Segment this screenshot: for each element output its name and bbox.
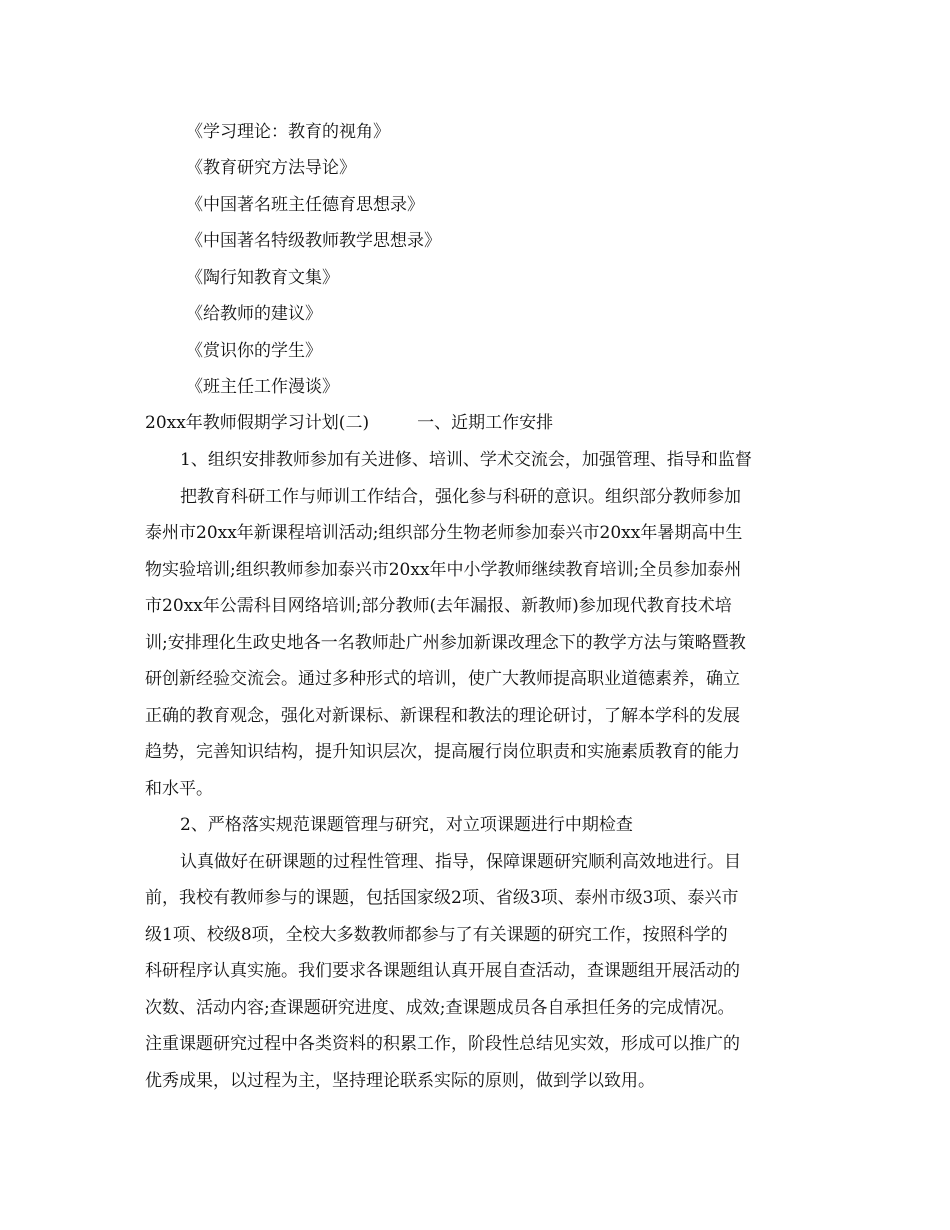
paragraph-line: 泰州市20xx年新课程培训活动;组织部分生物老师参加泰兴市20xx年暑期高中生 (145, 523, 743, 543)
paragraph-line: 注重课题研究过程中各类资料的积累工作，阶段性总结见实效，形成可以推广的 (145, 1034, 740, 1054)
paragraph-line: 市20xx年公需科目网络培训;部分教师(去年漏报、新教师)参加现代教育技术培 (145, 596, 732, 616)
book-title: 《陶行知教育文集》 (186, 268, 339, 288)
book-title: 《学习理论：教育的视角》 (186, 122, 390, 142)
paragraph-line: 物实验培训;组织教师参加泰兴市20xx年中小学教师继续教育培训;全员参加泰州 (145, 560, 742, 580)
book-title: 《中国著名班主任德育思想录》 (186, 195, 424, 215)
paragraph-line: 级1项、校级8项，全校大多数教师都参与了有关课题的研究工作，按照科学的 (145, 925, 728, 945)
paragraph-line: 科研程序认真实施。我们要求各课题组认真开展自查活动，查课题组开展活动的 (145, 961, 740, 981)
paragraph-line: 正确的教育观念，强化对新课标、新课程和教法的理论研讨，了解本学科的发展 (145, 706, 740, 726)
section-title: 20xx年教师假期学习计划(二) (145, 413, 370, 433)
paragraph-line: 训;安排理化生政史地各一名教师赴广州参加新课改理念下的教学方法与策略暨教 (145, 633, 746, 653)
paragraph-line: 优秀成果，以过程为主，坚持理论联系实际的原则，做到学以致用。 (145, 1071, 655, 1091)
paragraph-line: 研创新经验交流会。通过多种形式的培训，使广大教师提高职业道德素养，确立 (145, 669, 740, 689)
paragraph-line: 次数、活动内容;查课题研究进度、成效;查课题成员各自承担任务的完成情况。 (145, 998, 735, 1018)
paragraph-line: 和水平。 (145, 779, 213, 799)
section-heading (145, 411, 553, 435)
book-title: 《班主任工作漫谈》 (186, 377, 339, 397)
item2-heading: 2、严格落实规范课题管理与研究，对立项课题进行中期检查 (180, 815, 633, 835)
book-title: 《赏识你的学生》 (186, 341, 322, 361)
book-title: 《教育研究方法导论》 (186, 158, 356, 178)
book-title: 《中国著名特级教师教学思想录》 (186, 231, 441, 251)
book-title: 《给教师的建议》 (186, 304, 322, 324)
paragraph-line: 趋势，完善知识结构，提升知识层次，提高履行岗位职责和实施素质教育的能力 (145, 742, 740, 762)
paragraph-line: 认真做好在研课题的过程性管理、指导，保障课题研究顺利高效地进行。目 (180, 852, 741, 872)
item1-heading: 1、组织安排教师参加有关进修、培训、学术交流会，加强管理、指导和监督 (180, 450, 752, 470)
paragraph-line: 把教育科研工作与师训工作结合，强化参与科研的意识。组织部分教师参加 (180, 487, 741, 507)
paragraph-line: 前，我校有教师参与的课题，包括国家级2项、省级3项、泰州市级3项、泰兴市 (145, 888, 739, 908)
section-subtitle: 一、近期工作安排 (417, 413, 554, 433)
